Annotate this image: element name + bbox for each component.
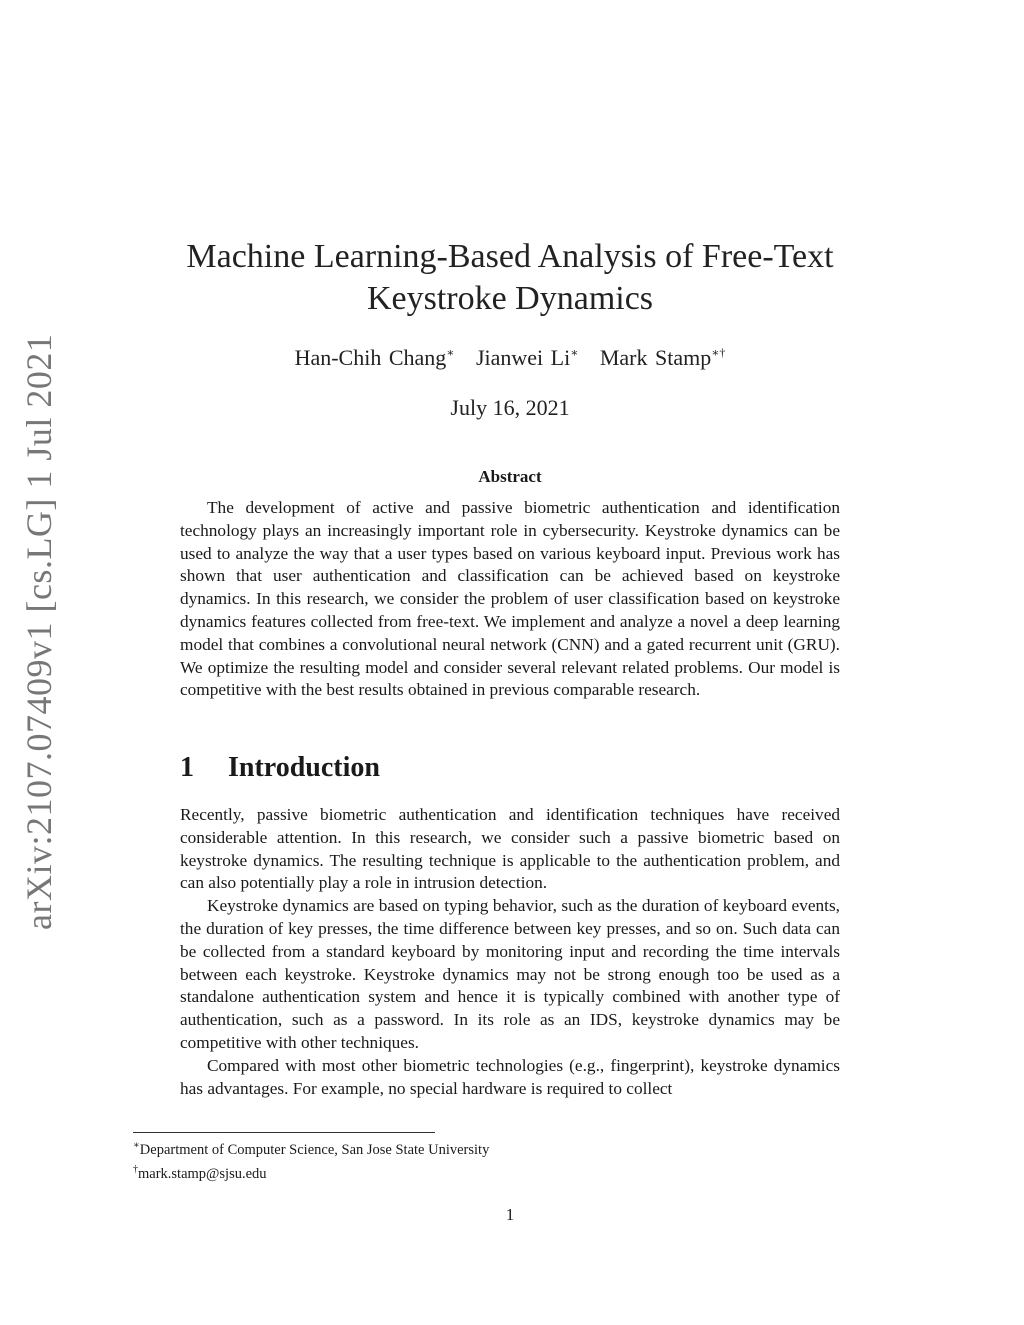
title-line-1: Machine Learning-Based Analysis of Free-Text [186,238,834,275]
page-number: 1 [505,1205,515,1224]
section-title: Introduction [228,752,380,783]
paragraph: Compared with most other biometric technologies (e.g., fingerprint), keystroke dynamics has advantages. For example, no special hardware is required to collect [180,1055,840,1098]
arxiv-identifier: arXiv:2107.07409v1 [cs.LG] 1 Jul 2021 [19,333,59,930]
author-name: Mark Stamp [599,345,712,370]
footnote-mark: ∗ [133,1140,140,1151]
author-2 [476,345,578,370]
author-name: Jianwei Li [475,345,571,370]
footnote-divider [133,1132,435,1133]
footnote-text: Department of Computer Science, San Jose State University [139,1141,490,1158]
footnote-email [133,1160,489,1184]
abstract-heading: Abstract [478,467,542,486]
footnotes [133,1136,489,1184]
publication-date: July 16, 2021 [450,395,570,420]
section-number: 1 [180,752,194,783]
footnote-affiliation [133,1136,489,1160]
author-1 [295,345,455,370]
author-3 [600,345,726,370]
footnote-text: mark.stamp@sjsu.edu [138,1165,267,1182]
section-heading [180,752,380,784]
author-mark: ∗† [711,345,726,360]
abstract-text: The development of active and passive biometric authentication and identification technology plays an increasingly important role in cybersecurity. Keystroke dynamics can be used to analyze the way that a user types based on various keyboard input. Previous work has shown that user authentication and classification can be achieved based on keystroke dynamics. In this research, we consider the problem of user classification based on keystroke dynamics features collected from free-text. We implement and analyze a novel a deep learning model that combines a convolutional neural network (CNN) and a gated recurrent unit (GRU). We optimize the resulting model and consider several relevant related problems. Our model is competitive with the best results obtained in previous comparable research. [180,498,840,700]
footnote-mark: † [133,1163,138,1175]
paragraph: Recently, passive biometric authentication and identification techniques have received considerable attention. In this research, we consider such a passive biometric based on keystroke dynamics. The resulting technique is applicable to the authentication problem, and can also potentially play a role in intrusion detection. [180,805,840,893]
paragraph: Keystroke dynamics are based on typing behavior, such as the duration of keyboard events, the duration of key presses, the time difference between key presses, and so on. Such data can be collected from a standard keyboard by monitoring input and recording the time intervals between each keystroke. Keystroke dynamics may not be strong enough too be used as a standalone authentication system and hence it is typically combined with another type of authentication, such as a password. In its role as an IDS, keystroke dynamics may be competitive with other techniques. [180,896,840,1052]
title-line-2: Keystroke Dynamics [366,280,654,317]
paper-title [150,236,870,320]
author-name: Han-Chih Chang [294,345,447,370]
introduction-body [180,804,840,1100]
author-list [150,345,870,371]
author-mark: ∗ [570,345,579,360]
author-mark: ∗ [446,345,455,360]
